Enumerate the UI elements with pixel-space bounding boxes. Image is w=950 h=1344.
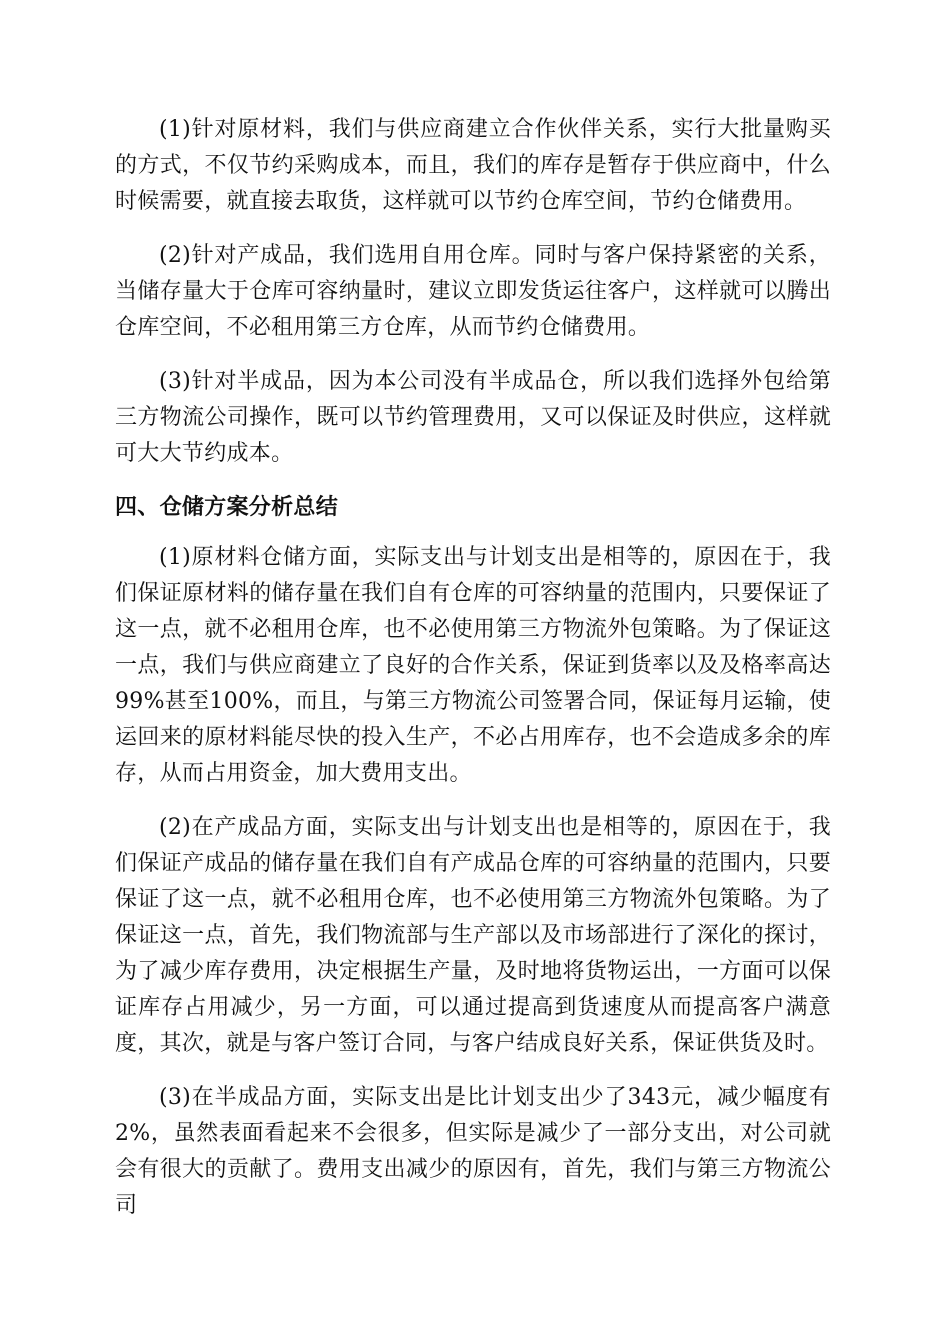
document-page: [115, 112, 831, 1242]
paragraph-semi-finished-strategy: (3)针对半成品，因为本公司没有半成品仓，所以我们选择外包给第三方物流公司操作，既可以节约管理费用，又可以保证及时供应，这样就可大大节约成本。: [115, 369, 831, 466]
paragraph-finished-goods-summary: (2)在产成品方面，实际支出与计划支出也是相等的，原因在于，我们保证产成品的储存量在我们自有产成品仓库的可容纳量的范围内，只要保证了这一点，就不必租用仓库，也不必使用第三方物流外包策略。为了保证这一点，首先，我们物流部与生产部以及市场部进行了深化的探讨，为了减少库存费用，决定根据生产量，及时地将货物运出，一方面可以保证库存占用减少，另一方面，可以通过提高到货速度从而提高客户满意度，其次，就是与客户签订合同，与客户结成良好关系，保证供货及时。: [115, 815, 831, 1056]
section-heading: 四、仓储方案分析总结: [115, 495, 339, 520]
paragraph-raw-materials-summary: (1)原材料仓储方面，实际支出与计划支出是相等的，原因在于，我们保证原材料的储存量在我们自有仓库的可容纳量的范围内，只要保证了这一点，就不必租用仓库，也不必使用第三方物流外包策略。为了保证这一点，我们与供应商建立了良好的合作关系，保证到货率以及及格率高达99%甚至100%，而且，与第三方物流公司签署合同，保证每月运输，使运回来的原材料能尽快的投入生产，不必占用库存，也不会造成多余的库存，从而占用资金，加大费用支出。: [115, 545, 831, 786]
paragraph-raw-materials-strategy: (1)针对原材料，我们与供应商建立合作伙伴关系，实行大批量购买的方式，不仅节约采购成本，而且，我们的库存是暂存于供应商中，什么时候需要，就直接去取货，这样就可以节约仓库空间，节约仓储费用。: [115, 117, 831, 214]
paragraph-semi-finished-summary: (3)在半成品方面，实际支出是比计划支出少了343元，减少幅度有2%，虽然表面看起来不会很多，但实际是减少了一部分支出，对公司就会有很大的贡献了。费用支出减少的原因有，首先，我们与第三方物流公司: [115, 1085, 831, 1218]
paragraph-finished-goods-strategy: (2)针对产成品，我们选用自用仓库。同时与客户保持紧密的关系，当储存量大于仓库可容纳量时，建议立即发货运往客户，这样就可以腾出仓库空间，不必租用第三方仓库，从而节约仓储费用。: [115, 243, 831, 340]
